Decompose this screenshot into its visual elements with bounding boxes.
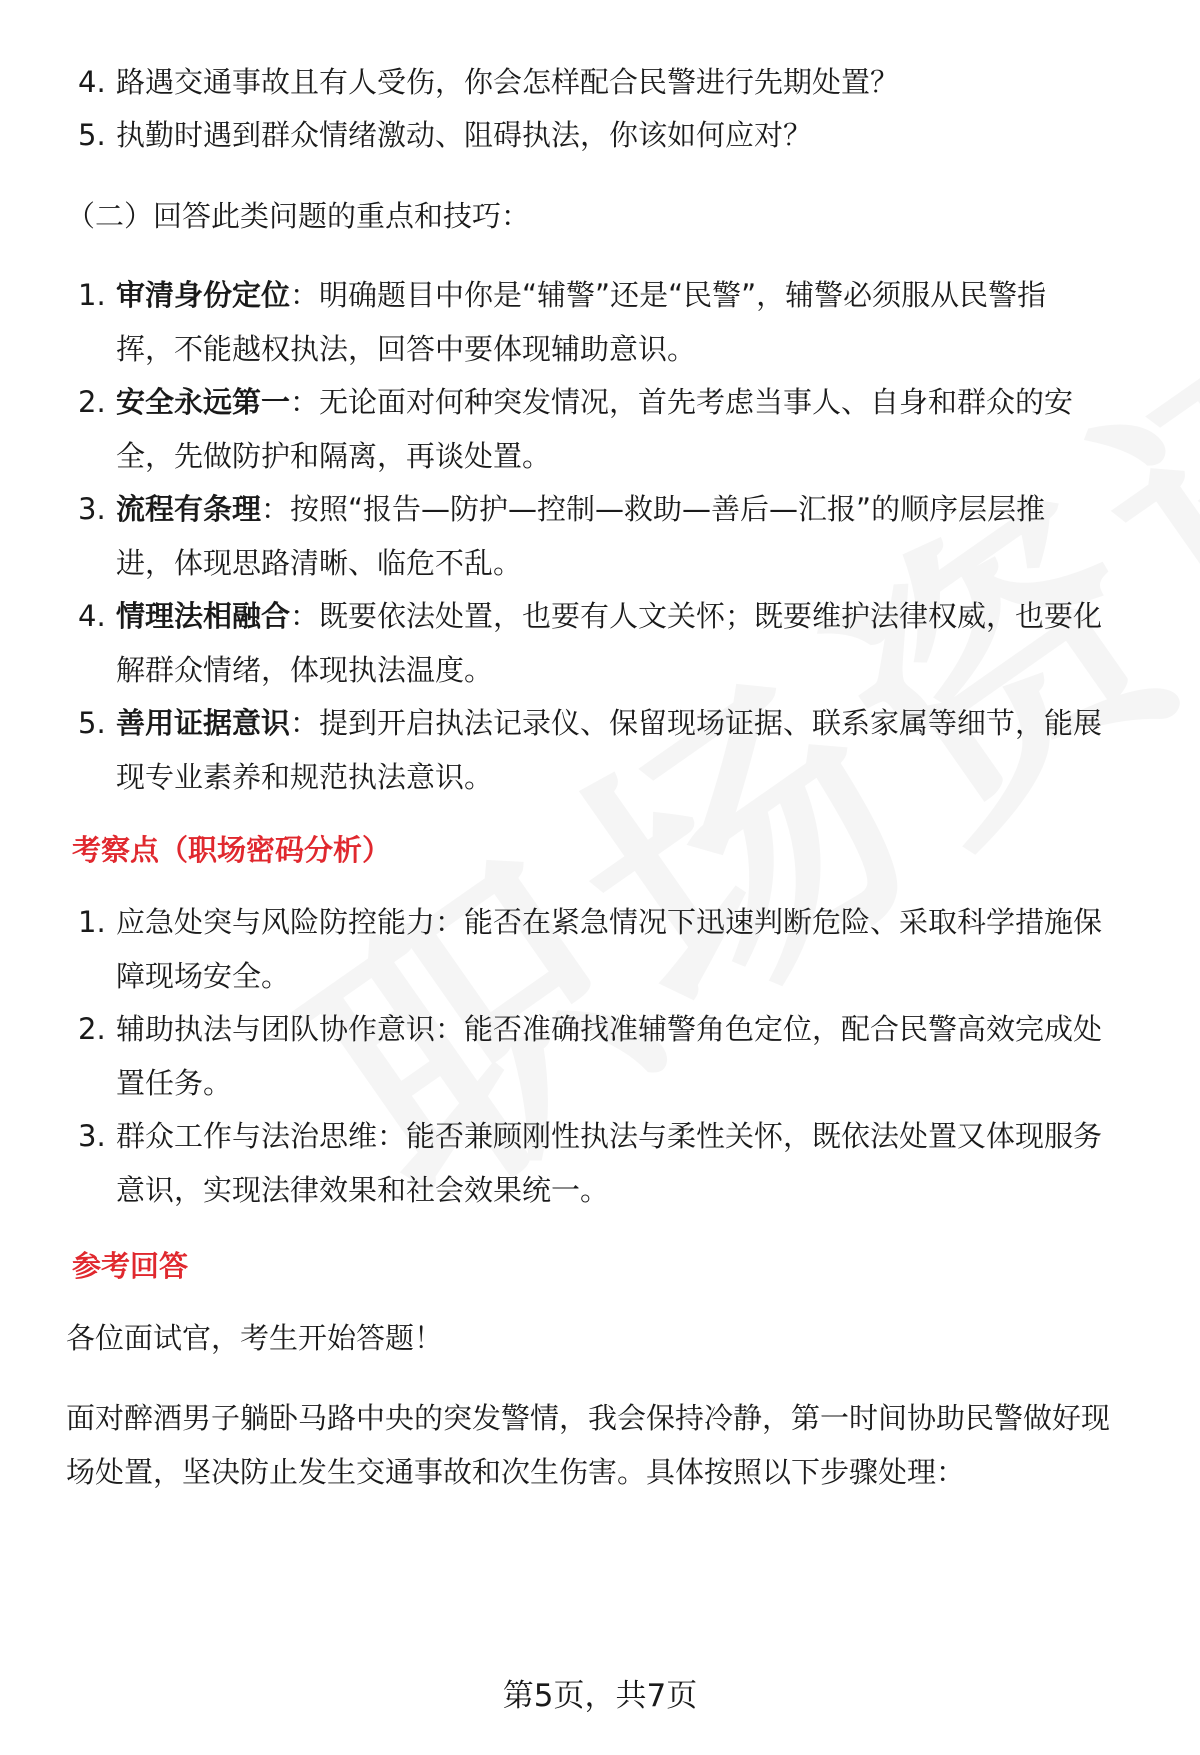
kcd-line: 辅助执法与团队协作意识：能否准确找准辅警角色定位，配合民警高效完成处 bbox=[116, 1012, 1103, 1046]
answer-paragraph: 各位面试官，考生开始答题！ bbox=[66, 1321, 444, 1355]
tip-line bbox=[116, 703, 1102, 743]
tip-line bbox=[116, 382, 1073, 422]
tip-text: ：按照“报告—防护—控制—救助—善后—汇报”的顺序层层推 bbox=[261, 492, 1046, 526]
list-number: 2. bbox=[78, 385, 106, 419]
answer-paragraph-line: 面对醉酒男子躺卧马路中央的突发警情，我会保持冷静，第一时间协助民警做好现 bbox=[66, 1401, 1111, 1435]
tip-line: 挥，不能越权执法，回答中要体现辅助意识。 bbox=[116, 332, 697, 366]
tip-text: ：明确题目中你是“辅警”还是“民警”，辅警必须服从民警指 bbox=[290, 278, 1047, 312]
tip-keyword: 情理法相融合 bbox=[116, 599, 291, 633]
list-number: 1. bbox=[78, 278, 106, 312]
tip-line: 解群众情绪，体现执法温度。 bbox=[116, 653, 494, 687]
kcd-line: 应急处突与风险防控能力：能否在紧急情况下迅速判断危险、采取科学措施保 bbox=[116, 905, 1103, 939]
list-number: 4. bbox=[78, 599, 106, 633]
list-number: 5. bbox=[78, 118, 106, 152]
tip-line bbox=[116, 596, 1102, 636]
tip-text: ：无论面对何种突发情况，首先考虑当事人、自身和群众的安 bbox=[290, 385, 1074, 419]
tip-line: 全，先做防护和隔离，再谈处置。 bbox=[116, 439, 552, 473]
kcd-line: 置任务。 bbox=[116, 1066, 233, 1100]
tip-text: ：既要依法处置，也要有人文关怀；既要维护法律权威，也要化 bbox=[290, 599, 1103, 633]
kcd-line: 意识，实现法律效果和社会效果统一。 bbox=[116, 1173, 610, 1207]
kcd-line: 群众工作与法治思维：能否兼顾刚性执法与柔性关怀，既依法处置又体现服务 bbox=[116, 1119, 1103, 1153]
page-number: 第5页，共7页 bbox=[502, 1678, 698, 1714]
list-item-text: 路遇交通事故且有人受伤，你会怎样配合民警进行先期处置？ bbox=[116, 65, 900, 99]
section-title: （二）回答此类问题的重点和技巧： bbox=[66, 199, 531, 233]
tip-line bbox=[116, 489, 1045, 529]
kcd-line: 障现场安全。 bbox=[116, 959, 291, 993]
tip-keyword: 流程有条理 bbox=[116, 492, 262, 526]
tip-line: 现专业素养和规范执法意识。 bbox=[116, 760, 494, 794]
section-heading-kcd: 考察点（职场密码分析） bbox=[72, 833, 392, 867]
answer-paragraph-line: 场处置，坚决防止发生交通事故和次生伤害。具体按照以下步骤处理： bbox=[66, 1455, 966, 1489]
tip-keyword: 审清身份定位 bbox=[116, 278, 291, 312]
list-number: 3. bbox=[78, 1119, 106, 1153]
list-number: 3. bbox=[78, 492, 106, 526]
list-number: 1. bbox=[78, 905, 106, 939]
list-item-text: 执勤时遇到群众情绪激动、阻碍执法，你该如何应对？ bbox=[116, 118, 813, 152]
section-heading-answer: 参考回答 bbox=[72, 1249, 189, 1283]
list-number: 4. bbox=[78, 65, 106, 99]
tip-line: 进，体现思路清晰、临危不乱。 bbox=[116, 546, 523, 580]
list-number: 2. bbox=[78, 1012, 106, 1046]
tip-keyword: 安全永远第一 bbox=[116, 385, 291, 419]
tip-text: ：提到开启执法记录仪、保留现场证据、联系家属等细节，能展 bbox=[290, 706, 1103, 740]
tip-line bbox=[116, 275, 1046, 315]
tip-keyword: 善用证据意识 bbox=[116, 706, 291, 740]
list-number: 5. bbox=[78, 706, 106, 740]
